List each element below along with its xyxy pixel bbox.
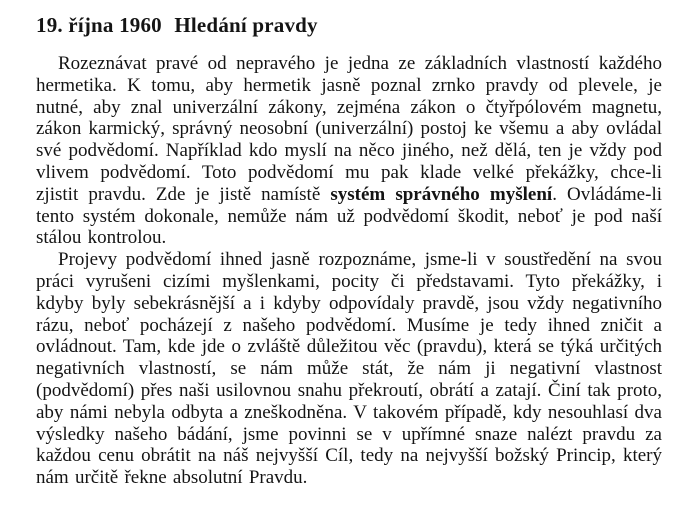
text-segment: Rozeznávat pravé od nepravého je jedna ze základních vlastností každého hermetika. K tomu, aby hermetik jasně poznal zrnko pravdy od plevele, je nutné, aby znal univerzální zákony, zejména zákon o čtyřpólovém magnetu, zákon karmický, správný neosobní (univerzální) postoj ke všemu a aby ovládal své podvědomí. Například kdo myslí na něco jiného, než dělá, ten je vždy pod vlivem podvědomí. Toto podvědomí mu pak klade velké překážky, chce-li zjistit pravdu. Zde je jistě namístě (36, 53, 662, 205)
entry-date: 19. října 1960 (36, 13, 162, 37)
text-segment: Projevy podvědomí ihned jasně rozpoznáme, jsme-li v soustředění na svou práci vyrušeni cizími myšlenkami, pocity či představami. Tyto překážky, i kdyby byly sebekrásnější a i kdyby odpovídaly pravdě, jsou vždy negativního rázu, neboť pocházejí z našeho podvědomí. Musíme je tedy ihned zničit a ovládnout. Tam, kde jde o zvláště důležitou věc (pravdu), která se týká určitých negativních vlastností, se nám může stát, že nám ji negativní vlastnost (podvědomí) přes naši usilovnou snahu překroutí, obrátí a zatají. Činí tak proto, aby námi nebyla odbyta a zneškodněna. V takovém případě, kdy nesouhlasí dva výsledky našeho bádání, jsme povinni se v upřímné snaze nalézt pravdu za každou cenu obrátit na náš nejvyšší Cíl, tedy na nejvyšší božský Princip, který nám určitě řekne absolutní Pravdu. (36, 249, 662, 489)
document-body (36, 53, 662, 489)
page-title (36, 13, 662, 38)
paragraph (36, 53, 662, 249)
bold-text-segment: systém správného myšlení (330, 183, 553, 205)
paragraph (36, 249, 662, 489)
text-segment: . Ovládáme-li tento systém dokonale, nemůže nám už podvědomí škodit, neboť je pod naší stálou kontrolou. (36, 183, 663, 249)
entry-title: Hledání pravdy (174, 13, 318, 37)
